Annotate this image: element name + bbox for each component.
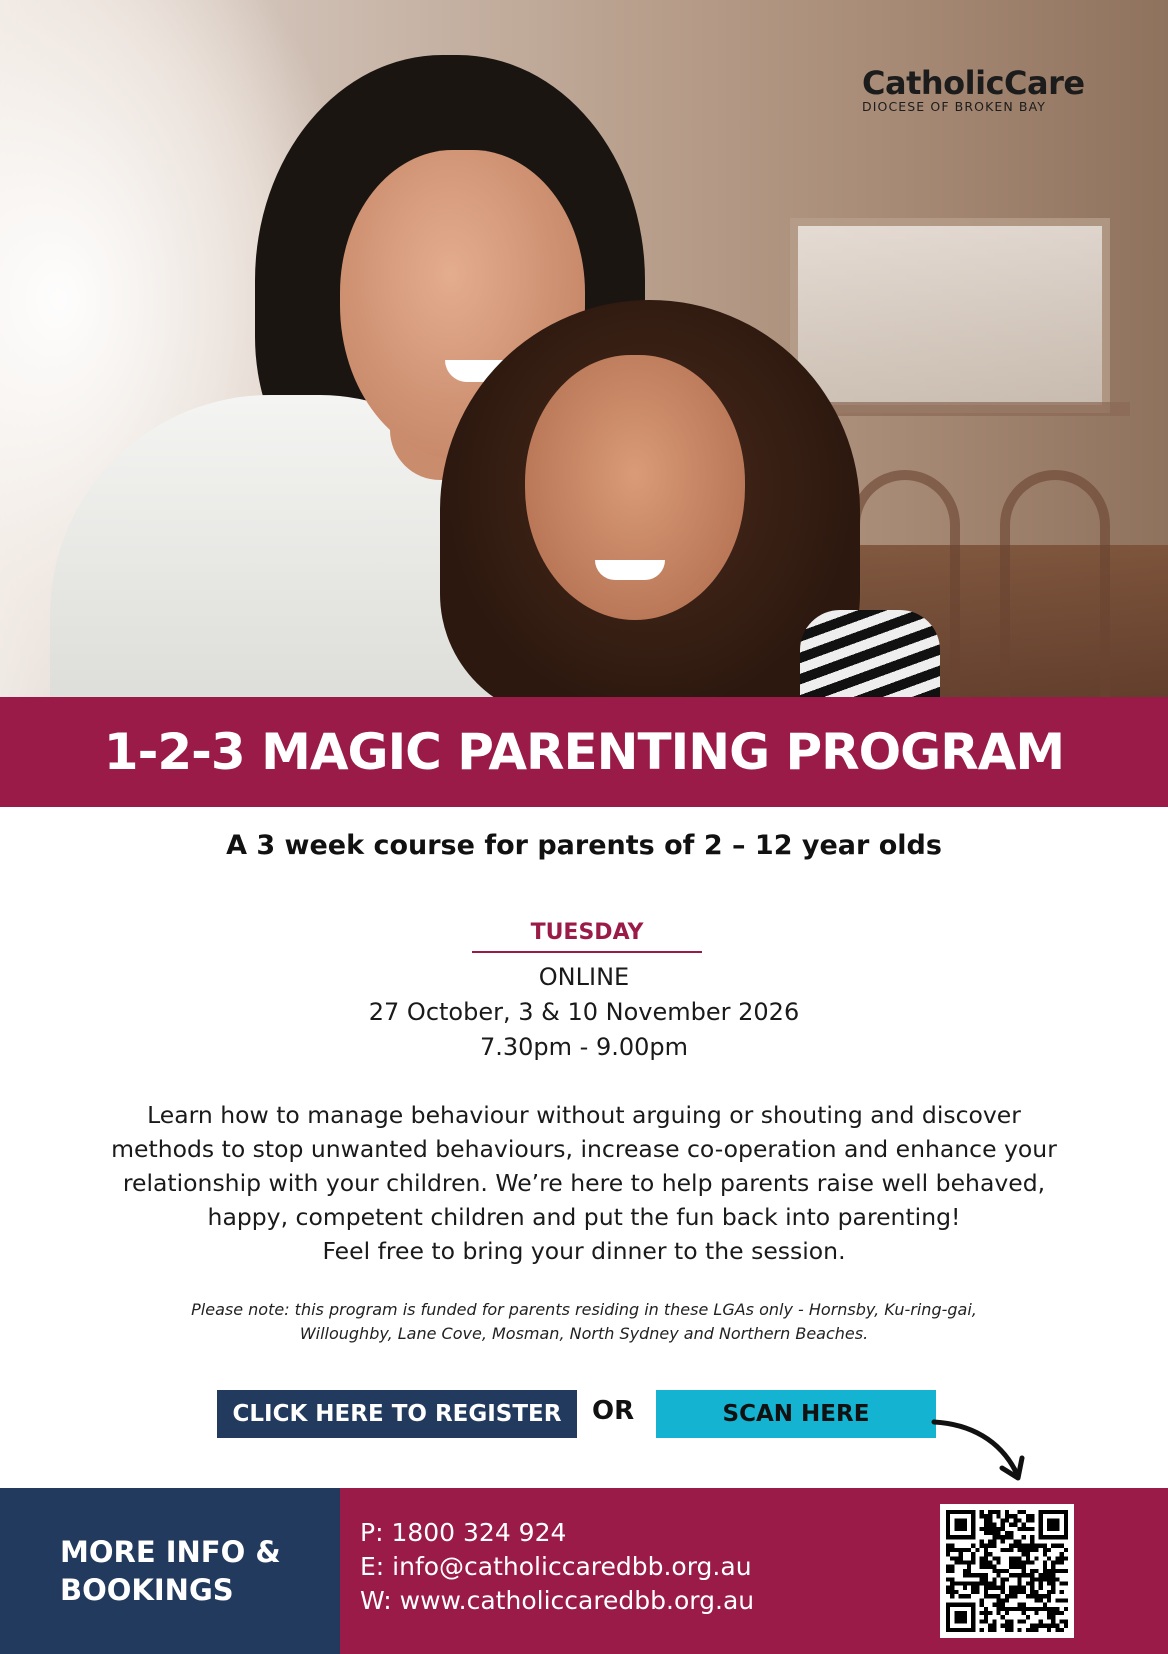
qr-code-icon[interactable] [940, 1504, 1074, 1638]
description-line: happy, competent children and put the fun back into parenting! [207, 1203, 961, 1231]
footer-info-panel [0, 1488, 340, 1654]
description-line: methods to stop unwanted behaviours, increase co-operation and enhance your [111, 1135, 1057, 1163]
session-details [0, 960, 1168, 1065]
daughter-shirt [800, 610, 940, 697]
session-day: TUESDAY [472, 920, 702, 953]
register-button[interactable]: CLICK HERE TO REGISTER [217, 1390, 577, 1438]
title-band [0, 697, 1168, 807]
session-time: 7.30pm - 9.00pm [479, 1033, 689, 1061]
more-info-heading [60, 1533, 281, 1609]
footer-contact-panel [340, 1488, 1168, 1654]
catholiccare-logo [862, 66, 1085, 114]
logo-subtitle: DIOCESE OF BROKEN BAY [862, 99, 1046, 114]
background-mirror [790, 218, 1110, 413]
daughter-face [525, 355, 745, 620]
scan-here-button[interactable]: SCAN HERE [656, 1390, 936, 1438]
hero-photo [0, 0, 1168, 697]
info-line: BOOKINGS [60, 1573, 234, 1607]
contact-website[interactable]: W: www.catholiccaredbb.org.au [360, 1586, 755, 1615]
description-line: relationship with your children. We’re here to help parents raise well behaved, [122, 1169, 1046, 1197]
course-subtitle: A 3 week course for parents of 2 – 12 year olds [226, 830, 942, 861]
daughter-smile [595, 560, 665, 580]
note-line: Please note: this program is funded for parents residing in these LGAs only - Hornsby, Ku-ring-gai, [191, 1300, 977, 1319]
description-line: Learn how to manage behaviour without arguing or shouting and discover [147, 1101, 1021, 1129]
funding-note [100, 1298, 1068, 1346]
contact-email[interactable]: E: info@catholiccaredbb.org.au [360, 1552, 752, 1581]
session-mode: ONLINE [538, 963, 630, 991]
contact-phone[interactable]: P: 1800 324 924 [360, 1518, 567, 1547]
or-label: OR [592, 1396, 635, 1426]
contact-details [360, 1516, 754, 1618]
note-line: Willoughby, Lane Cove, Mosman, North Sydney and Northern Beaches. [299, 1324, 869, 1343]
session-dates: 27 October, 3 & 10 November 2026 [368, 998, 800, 1026]
page-title: 1-2-3 MAGIC PARENTING PROGRAM [103, 723, 1065, 781]
info-line: MORE INFO & [60, 1535, 281, 1569]
curved-arrow-icon [930, 1410, 1030, 1485]
description-line: Feel free to bring your dinner to the session. [322, 1237, 846, 1265]
background-chair [1000, 470, 1110, 697]
logo-brand: CatholicCare [862, 64, 1085, 102]
qr-code-graphic [946, 1510, 1068, 1632]
program-description [60, 1098, 1108, 1268]
